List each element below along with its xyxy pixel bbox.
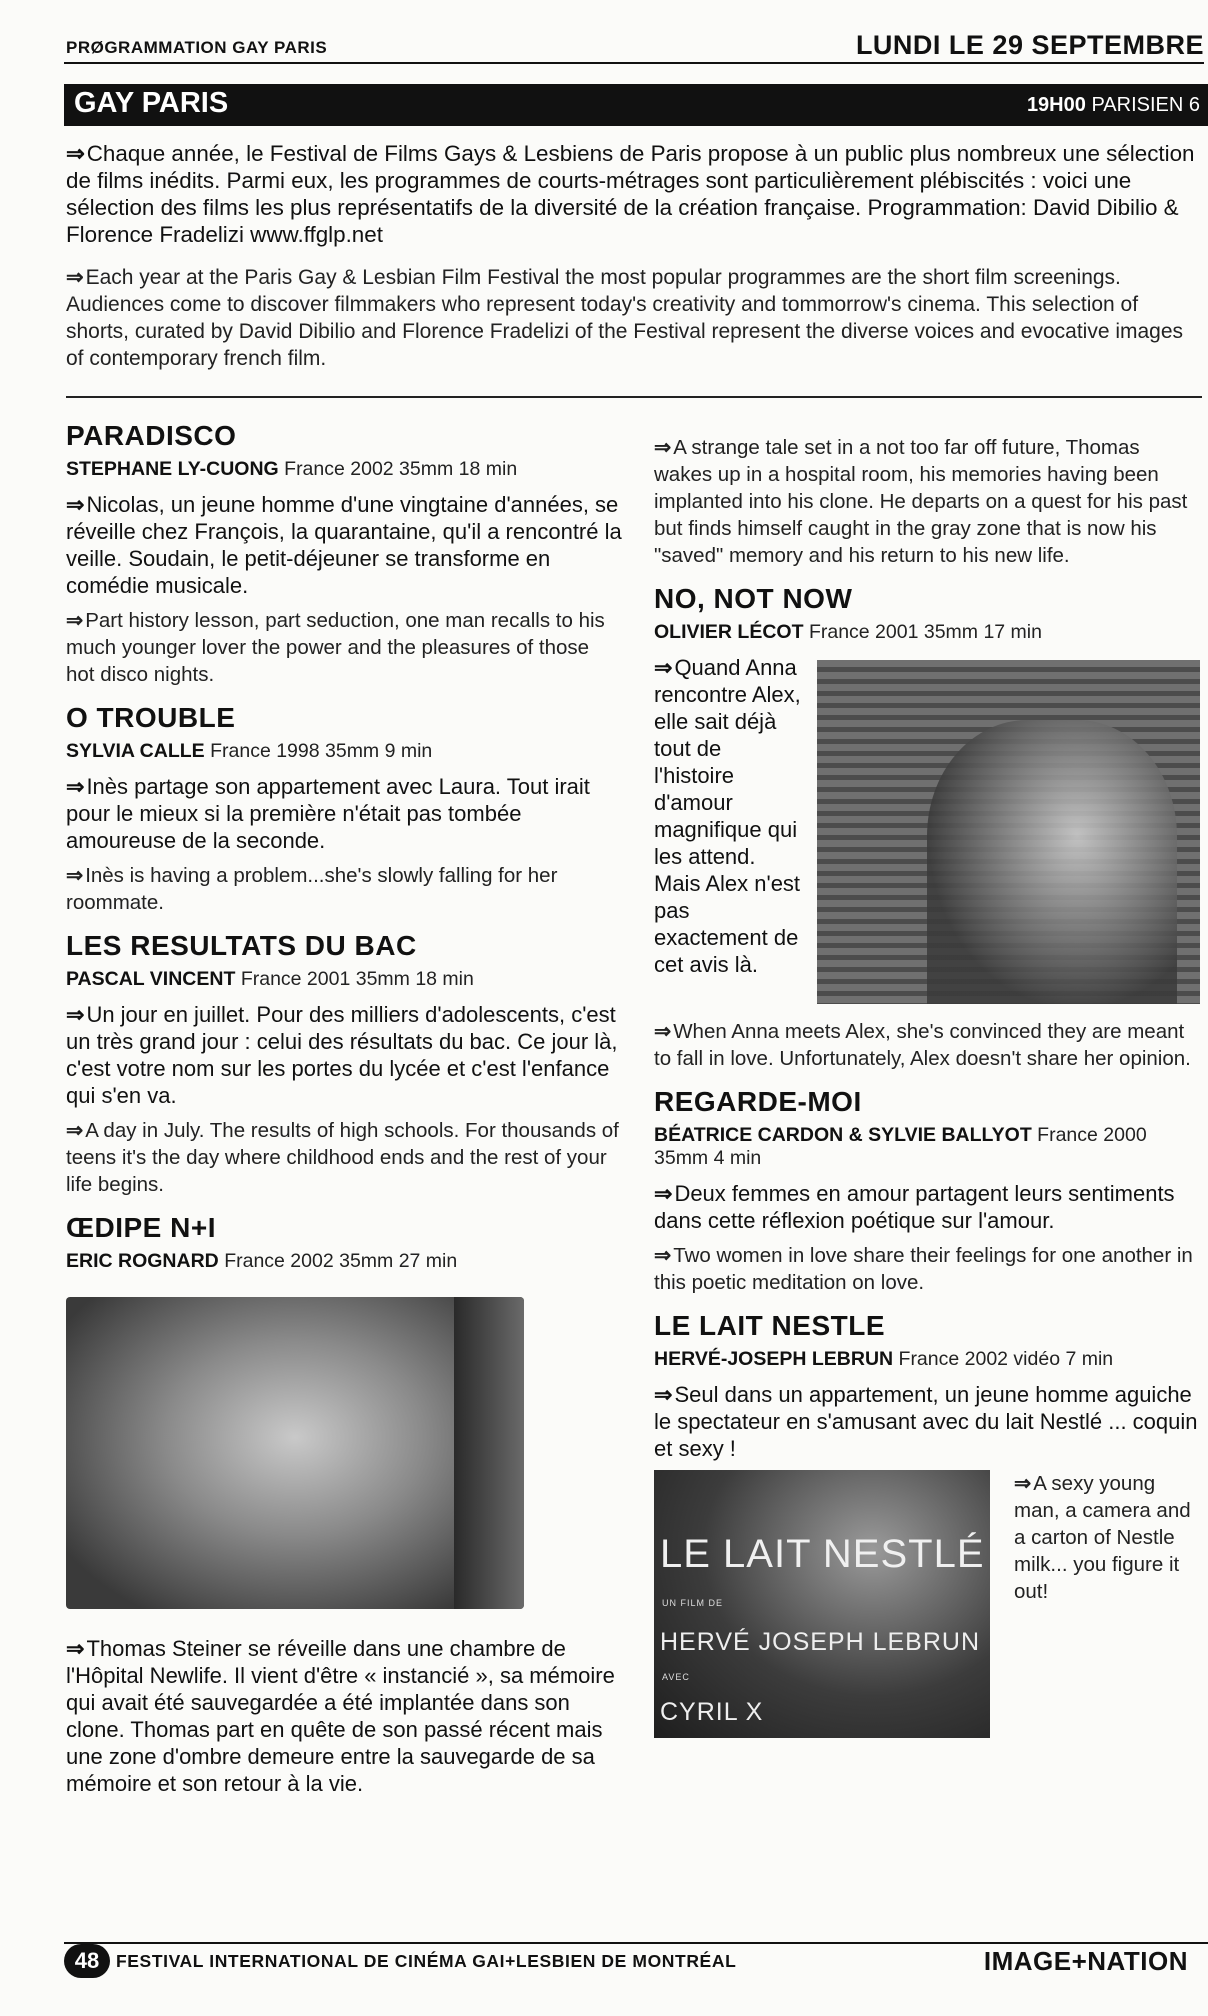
film-details: France 2001 35mm 17 min	[808, 621, 1042, 643]
film-regarde-moi	[654, 1086, 1200, 1296]
synopsis-en-text: Part history lesson, part seduction, one man recalls to his much younger lover the power and the pleasures of those hot disco nights.	[66, 609, 605, 686]
film-synopsis-fr	[654, 1180, 1200, 1234]
left-column	[66, 420, 622, 1809]
film-synopsis-fr	[66, 1001, 622, 1109]
film-director: HERVÉ-JOSEPH LEBRUN	[654, 1348, 894, 1370]
film-details: France 2002 vidéo 7 min	[898, 1348, 1114, 1370]
film-details: France 2001 35mm 18 min	[240, 968, 474, 990]
poster-cast: CYRIL X	[660, 1698, 764, 1726]
arrow-icon: ⇒	[66, 266, 84, 289]
intro-french-text: Chaque année, le Festival de Films Gays & Lesbiens de Paris propose à un public plus nombreux une sélection de films inédits. Parmi eux, les programmes de courts-métrages sont particulièrement plébiscités : voici une sélection des films les plus représentatifs de la diversité de la création française. Programmation: David Dibilio & Florence Fradelizi www.ffglp.net	[66, 141, 1195, 247]
arrow-icon: ⇒	[1014, 1472, 1032, 1495]
film-synopsis-en	[654, 1018, 1200, 1072]
arrow-icon: ⇒	[654, 1181, 673, 1206]
arrow-icon: ⇒	[654, 1244, 672, 1267]
film-title: LES RESULTATS DU BAC	[66, 930, 417, 961]
film-details: France 2000 35mm 4 min	[654, 1124, 1147, 1169]
film-still-oedipe	[66, 1297, 524, 1609]
film-credit	[654, 621, 1200, 644]
poster-by-label: UN FILM DE	[662, 1598, 724, 1608]
synopsis-fr-text: Quand Anna rencontre Alex, elle sait déjà tout de l'histoire d'amour magnifique qui les attend. Mais Alex n'est pas exactement de cet avis là.	[654, 655, 801, 977]
arrow-icon: ⇒	[654, 1382, 673, 1407]
synopsis-en-text: A day in July. The results of high schools. For thousands of teens it's the day where childhood ends and the rest of your life begins.	[66, 1119, 619, 1196]
film-director: PASCAL VINCENT	[66, 968, 236, 990]
right-column	[654, 420, 1200, 1750]
header-rule	[64, 62, 1204, 64]
arrow-icon: ⇒	[654, 436, 672, 459]
running-head-label: PRØGRAMMATION	[66, 38, 228, 57]
running-head-section	[66, 38, 327, 58]
screening-hour: 19H00	[1026, 94, 1086, 116]
intro-rule	[66, 396, 1202, 398]
synopsis-fr-text: Un jour en juillet. Pour des milliers d'adolescents, c'est un très grand jour : celui des résultats du bac. Ce jour là, c'est votre nom sur les portes du lycée et c'est l'enfance qui s'en va.	[66, 1002, 618, 1108]
film-synopsis-fr	[654, 1381, 1200, 1462]
film-title: O TROUBLE	[66, 702, 236, 733]
film-paradisco	[66, 420, 622, 688]
arrow-icon: ⇒	[66, 1636, 85, 1661]
film-title: LE LAIT NESTLE	[654, 1310, 885, 1341]
arrow-icon: ⇒	[66, 492, 85, 517]
film-synopsis-en	[654, 1242, 1200, 1296]
film-details: France 1998 35mm 9 min	[210, 740, 433, 762]
film-synopsis-fr	[66, 773, 622, 854]
intro-english-text: Each year at the Paris Gay & Lesbian Film Festival the most popular programmes are the short film screenings. Audiences come to discover filmmakers who represent today's creativity and tommorrow's cinema. This selection of shorts, curated by David Dibilio and Florence Fradelizi of the Festival represent the diverse voices and evocative images of contemporary french film.	[66, 266, 1184, 370]
film-title: REGARDE-MOI	[654, 1086, 862, 1117]
synopsis-fr-text: Inès partage son appartement avec Laura. Tout irait pour le mieux si la première n'était pas tombée amoureuse de la seconde.	[66, 774, 590, 853]
film-synopsis-en-oedipe	[654, 434, 1200, 569]
film-credit	[654, 1124, 1200, 1170]
festival-name: FESTIVAL INTERNATIONAL DE CINÉMA GAI+LESBIEN DE MONTRÉAL	[116, 1951, 737, 1971]
poster-row	[654, 1470, 1200, 1738]
screening-time	[1027, 94, 1200, 117]
synopsis-en-text: Two women in love share their feelings for one another in this poetic meditation on love.	[654, 1244, 1193, 1294]
brand-name: IMAGE+NATION	[983, 1946, 1188, 1976]
arrow-icon: ⇒	[66, 1119, 84, 1142]
film-resultats-du-bac	[66, 930, 622, 1198]
film-oedipe	[66, 1212, 622, 1797]
film-synopsis-en	[66, 607, 622, 688]
section-title: GAY PARIS	[74, 87, 229, 119]
poster-director: HERVÉ JOSEPH LEBRUN	[660, 1628, 981, 1656]
film-title: PARADISCO	[66, 420, 237, 451]
running-head-date: LUNDI LE 29 SEPTEMBRE	[855, 30, 1204, 60]
film-director: ERIC ROGNARD	[66, 1250, 219, 1272]
poster-title: LE LAIT NESTLÉ	[660, 1532, 985, 1576]
film-synopsis-fr	[654, 654, 803, 1004]
film-synopsis-en	[1014, 1470, 1194, 1738]
film-synopsis-en	[66, 862, 622, 916]
page-number: 48	[64, 1944, 110, 1978]
film-synopsis-en	[66, 1117, 622, 1198]
synopsis-fr-text: Seul dans un appartement, un jeune homme aguiche le spectateur en s'amusant avec du lait Nestlé ... coquin et sexy !	[654, 1382, 1198, 1461]
film-director: STEPHANE LY-CUONG	[66, 458, 279, 480]
film-title: NO, NOT NOW	[654, 583, 853, 614]
arrow-icon: ⇒	[654, 655, 673, 680]
film-details: France 2002 35mm 27 min	[224, 1250, 458, 1272]
section-bar	[64, 84, 1208, 126]
synopsis-en-text: When Anna meets Alex, she's convinced they are meant to fall in love. Unfortunately, Alex doesn't share her opinion.	[654, 1020, 1191, 1070]
film-credit	[66, 1250, 622, 1273]
film-o-trouble	[66, 702, 622, 916]
synopsis-en-text: A strange tale set in a not too far off future, Thomas wakes up in a hospital room, his memories having been implanted into his clone. He departs on a quest for his past but finds himself caught in the gray zone that is now his "saved" memory and his return to his new life.	[654, 436, 1188, 567]
intro-french	[66, 140, 1202, 248]
film-details: France 2002 35mm 18 min	[284, 458, 518, 480]
film-le-lait-nestle	[654, 1310, 1200, 1738]
arrow-icon: ⇒	[66, 1002, 85, 1027]
synopsis-en-text: Inès is having a problem...she's slowly falling for her roommate.	[66, 864, 558, 914]
film-credit	[66, 458, 622, 481]
film-no-not-now	[654, 583, 1200, 1072]
arrow-icon: ⇒	[66, 774, 85, 799]
film-synopsis-fr	[66, 491, 622, 599]
screening-venue: PARISIEN 6	[1091, 94, 1200, 116]
film-credit	[66, 968, 622, 991]
synopsis-en-text: A sexy young man, a camera and a carton of Nestle milk... you figure it out!	[1014, 1472, 1191, 1603]
arrow-icon: ⇒	[66, 141, 85, 166]
arrow-icon: ⇒	[66, 609, 84, 632]
arrow-icon: ⇒	[66, 864, 84, 887]
footer-rule	[64, 1942, 1208, 1944]
film-title: ŒDIPE N+I	[66, 1212, 216, 1243]
intro-english	[66, 264, 1202, 372]
film-synopsis-fr	[66, 1635, 622, 1797]
film-still-no-not-now	[817, 660, 1200, 1004]
running-head-program: GAY PARIS	[232, 38, 328, 57]
poster-with-label: AVEC	[662, 1672, 690, 1682]
film-poster-lait-nestle	[654, 1470, 990, 1738]
running-head	[64, 30, 1204, 64]
film-director: SYLVIA CALLE	[66, 740, 205, 762]
synopsis-fr-text: Deux femmes en amour partagent leurs sentiments dans cette réflexion poétique sur l'amour.	[654, 1181, 1175, 1233]
film-director: BÉATRICE CARDON & SYLVIE BALLYOT	[654, 1124, 1032, 1146]
synopsis-with-photo	[654, 654, 1200, 1004]
film-credit	[654, 1348, 1200, 1371]
film-credit	[66, 740, 622, 763]
synopsis-fr-text: Thomas Steiner se réveille dans une chambre de l'Hôpital Newlife. Il vient d'être « instancié », sa mémoire qui avait été sauvegardée a été implantée dans son clone. Thomas part en quête de son passé récent mais une zone d'ombre demeure entre la sauvegarde de sa mémoire et son retour à la vie.	[66, 1636, 615, 1796]
arrow-icon: ⇒	[654, 1020, 672, 1043]
film-director: OLIVIER LÉCOT	[654, 621, 804, 643]
synopsis-fr-text: Nicolas, un jeune homme d'une vingtaine d'années, se réveille chez François, la quarantaine, qu'il a rencontré la veille. Soudain, le petit-déjeuner se transforme en comédie musicale.	[66, 492, 622, 598]
